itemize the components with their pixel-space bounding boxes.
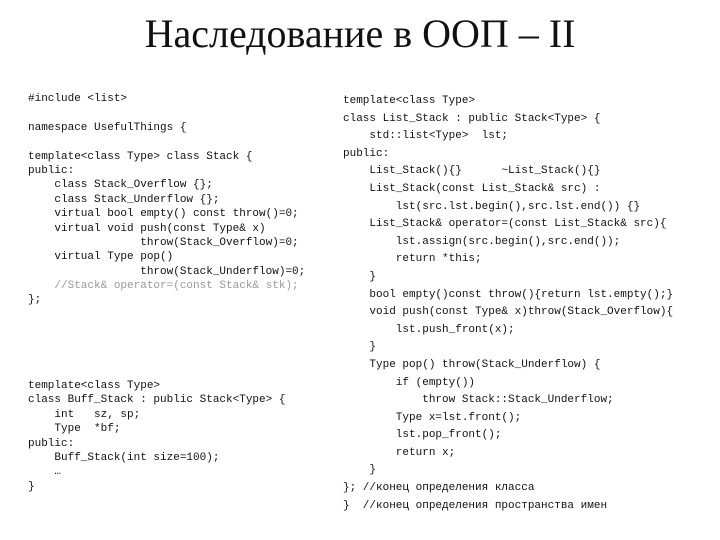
code-line	[28, 135, 305, 149]
code-line: lst(src.lst.begin(),src.lst.end()) {}	[343, 200, 641, 213]
code-line: Buff_Stack(int size=100);	[28, 451, 220, 464]
code-line: void push(const Type& x)throw(Stack_Overflow){	[343, 306, 674, 319]
code-line: virtual bool empty() const throw()=0;	[28, 208, 299, 221]
code-line: }	[343, 270, 377, 283]
code-line: class Stack_Underflow {};	[28, 193, 220, 206]
code-line-commented: //Stack& operator=(const Stack& stk);	[28, 280, 299, 293]
code-line: Type pop() throw(Stack_Underflow) {	[343, 358, 601, 371]
code-line: }	[28, 480, 35, 493]
code-line: std::list<Type> lst;	[343, 130, 509, 143]
code-line: namespace UsefulThings {	[28, 121, 187, 134]
code-block-buff-stack	[28, 379, 285, 494]
code-line: throw(Stack_Underflow)=0;	[28, 265, 306, 278]
code-line: }	[343, 341, 377, 354]
code-line: class Stack_Overflow {};	[28, 179, 213, 192]
code-line: public:	[343, 147, 390, 160]
code-line: List_Stack(const List_Stack& src) :	[343, 182, 601, 195]
code-line: }	[343, 464, 377, 477]
code-line: throw(Stack_Overflow)=0;	[28, 236, 299, 249]
code-line: …	[28, 466, 62, 479]
slide-title: Наследование в ООП – II	[144, 11, 576, 56]
code-line: }; //конец определения класса	[343, 482, 535, 495]
code-line: Type *bf;	[28, 423, 121, 436]
code-line: Type x=lst.front();	[343, 411, 522, 424]
code-line: int sz, sp;	[28, 408, 141, 421]
code-line: template<class Type>	[343, 95, 476, 107]
code-line: lst.push_front(x);	[343, 323, 515, 336]
code-line: bool empty()const throw(){return lst.empty();}	[343, 288, 674, 301]
code-line: return *this;	[343, 253, 482, 266]
code-line: #include <list>	[28, 93, 128, 105]
code-line: template<class Type> class Stack {	[28, 150, 253, 163]
code-line: lst.assign(src.begin(),src.end());	[343, 235, 621, 248]
code-block-list-stack	[343, 93, 673, 515]
code-line: List_Stack(){} ~List_Stack(){}	[343, 165, 601, 178]
code-line: lst.pop_front();	[343, 429, 502, 442]
code-line: } //конец определения пространства имен	[343, 499, 608, 512]
code-line: public:	[28, 437, 75, 450]
code-line: public:	[28, 164, 75, 177]
code-line	[28, 106, 305, 120]
code-line: return x;	[343, 446, 456, 459]
code-line: class Buff_Stack : public Stack<Type> {	[28, 394, 286, 407]
code-line: virtual void push(const Type& x)	[28, 222, 266, 235]
code-line: virtual Type pop()	[28, 251, 174, 264]
code-line: throw Stack::Stack_Underflow;	[343, 394, 614, 407]
code-line: if (empty())	[343, 376, 476, 389]
code-line: template<class Type>	[28, 380, 161, 392]
code-line: };	[28, 294, 42, 307]
code-block-stack-interface	[28, 92, 305, 308]
code-line: class List_Stack : public Stack<Type> {	[343, 112, 601, 125]
code-line: List_Stack& operator=(const List_Stack& src){	[343, 218, 667, 231]
